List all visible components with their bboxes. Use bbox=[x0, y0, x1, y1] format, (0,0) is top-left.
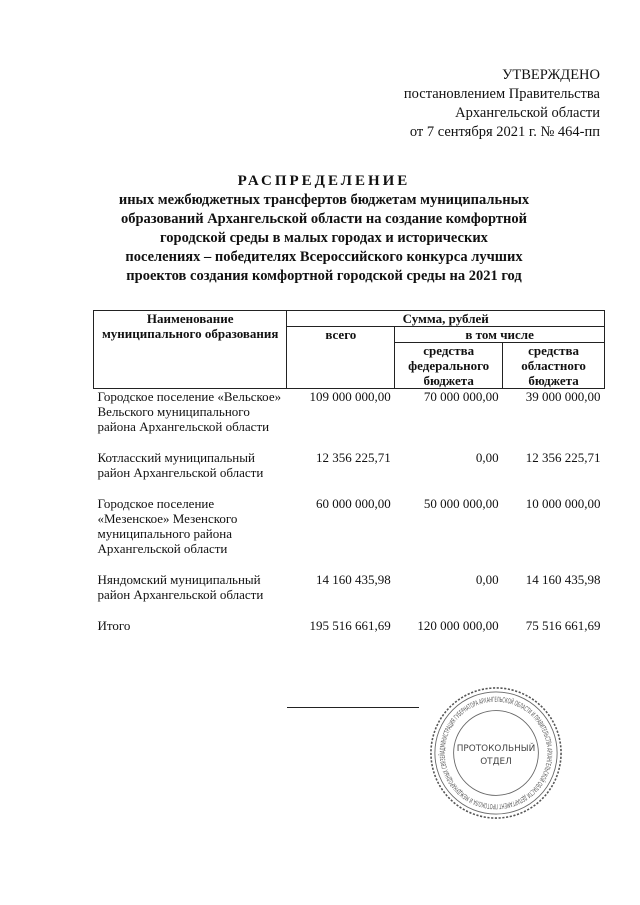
document-title bbox=[80, 172, 568, 286]
header-sum: Сумма, рублей bbox=[287, 311, 605, 327]
totals-federal: 120 000 000,00 bbox=[417, 618, 499, 633]
amount-regional: 12 356 225,71 bbox=[525, 450, 601, 465]
amount-federal: 70 000 000,00 bbox=[423, 389, 499, 404]
municipality-name: Няндомский муниципальный район Архангельской области bbox=[97, 572, 264, 602]
approval-title: УТВЕРЖДЕНО bbox=[502, 67, 600, 83]
header-regional: средства областного бюджета bbox=[503, 343, 605, 389]
distribution-table bbox=[93, 310, 605, 633]
stamp-ring-text: АДМИНИСТРАЦИЯ ГУБЕРНАТОРА АРХАНГЕЛЬСКОЙ ОБЛАСТИ И ПРАВИТЕЛЬСТВА АРХАНГЕЛЬСКОЙ ОБЛАСТИ ДЕПАРТАМЕНТ ПРОТОКОЛА И МЕЖДУНАРОДНЫХ СВЯЗЕЙ bbox=[438, 695, 554, 811]
amount-total: 14 160 435,98 bbox=[316, 572, 391, 587]
title-line: проектов создания комфортной городской среды на 2021 год bbox=[126, 268, 522, 284]
stamp-center-line: ПРОТОКОЛЬНЫЙ bbox=[456, 744, 536, 755]
municipality-name: Котласский муниципальный район Архангельской области bbox=[97, 450, 264, 480]
amount-federal: 50 000 000,00 bbox=[423, 496, 499, 511]
table-row bbox=[94, 450, 605, 480]
totals-regional: 75 516 661,69 bbox=[525, 618, 601, 633]
title-line: иных межбюджетных трансфертов бюджетам муниципальных bbox=[118, 192, 530, 208]
stamp-center-line: ОТДЕЛ bbox=[480, 756, 512, 767]
amount-regional: 10 000 000,00 bbox=[525, 496, 601, 511]
approval-block bbox=[300, 66, 600, 142]
municipality-name: Городское поселение «Мезенское» Мезенского муниципального района Архангельской области bbox=[97, 496, 238, 556]
totals-total: 195 516 661,69 bbox=[309, 618, 391, 633]
approval-date: от 7 сентября 2021 г. № 464-пп bbox=[409, 124, 600, 140]
amount-total: 12 356 225,71 bbox=[316, 450, 391, 465]
table-row bbox=[94, 496, 605, 556]
amount-total: 109 000 000,00 bbox=[309, 389, 391, 404]
approval-line: Архангельской области bbox=[455, 105, 600, 121]
approval-line: постановлением Правительства bbox=[403, 86, 600, 102]
title-main: РАСПРЕДЕЛЕНИЕ bbox=[237, 173, 411, 189]
header-including: в том числе bbox=[395, 327, 605, 343]
title-line: городской среды в малых городах и исторических bbox=[160, 230, 488, 246]
signature-line bbox=[287, 707, 419, 708]
amount-federal: 0,00 bbox=[475, 572, 499, 587]
table-row bbox=[94, 572, 605, 602]
header-name-column: Наименование муниципального образования bbox=[94, 311, 287, 389]
header-total: всего bbox=[287, 327, 395, 389]
amount-federal: 0,00 bbox=[475, 450, 499, 465]
municipality-name: Городское поселение «Вельское» Вельского муниципального района Архангельской области bbox=[97, 389, 282, 434]
amount-regional: 14 160 435,98 bbox=[525, 572, 601, 587]
table-header-row bbox=[94, 311, 605, 327]
official-stamp bbox=[427, 684, 565, 822]
table-row bbox=[94, 389, 605, 435]
title-line: образований Архангельской области на создание комфортной bbox=[120, 211, 528, 227]
title-line: поселениях – победителях Всероссийского конкурса лучших bbox=[125, 249, 523, 265]
amount-total: 60 000 000,00 bbox=[316, 496, 391, 511]
totals-row bbox=[94, 618, 605, 633]
header-federal: средства федерального бюджета bbox=[395, 343, 503, 389]
amount-regional: 39 000 000,00 bbox=[525, 389, 601, 404]
totals-label: Итого bbox=[97, 618, 131, 633]
